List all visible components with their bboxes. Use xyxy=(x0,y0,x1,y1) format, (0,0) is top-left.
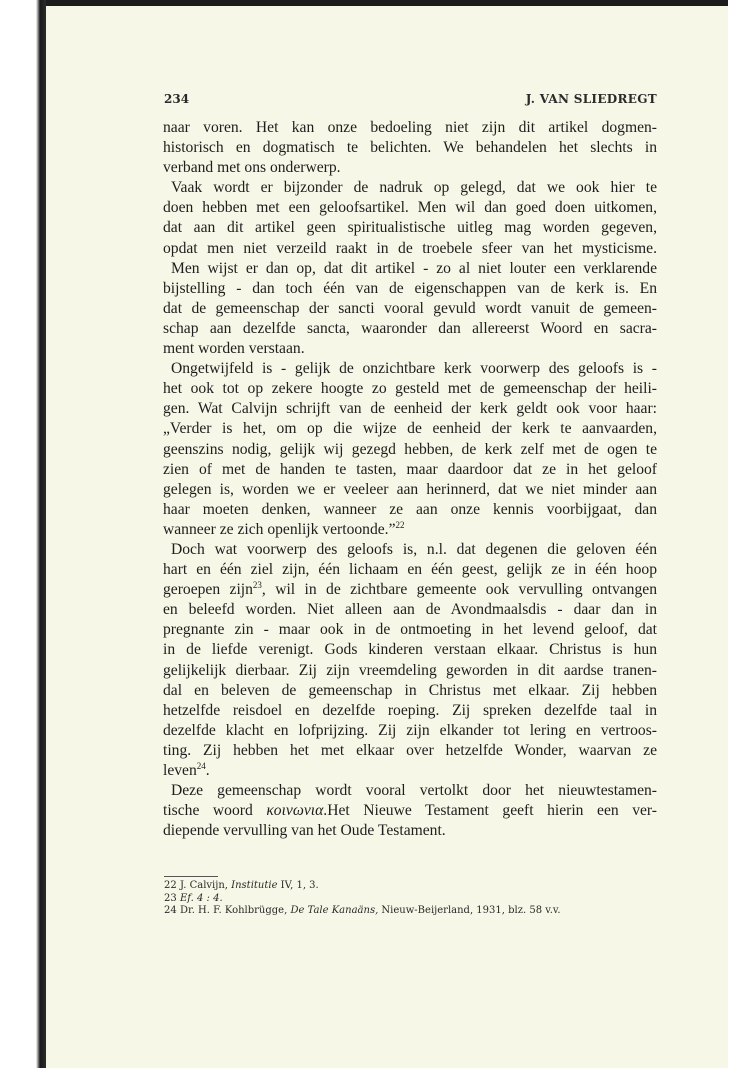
text-line: zien of met de handen te tasten, maar daardoor dat ze in het geloof xyxy=(163,460,657,478)
text-line: geenszins nodig, gelijk wij gezegd hebben, de kerk zelf met de ogen te xyxy=(163,440,657,458)
text-line: in de liefde verenigt. Gods kinderen verstaan elkaar. Christus is hun xyxy=(163,641,657,659)
text-line: dezelfde klacht en lofprijzing. Zij zijn elkander tot lering en vertroos- xyxy=(163,721,657,739)
footnote-ref[interactable]: 22 xyxy=(395,519,405,530)
text-line: Doch wat voorwerp des geloofs is, n.l. dat degenen die geloven één xyxy=(171,540,657,558)
greek-word: κοινωνια xyxy=(266,802,324,820)
text-fragment: tische woord xyxy=(163,802,267,820)
text-line: en beleefd worden. Niet alleen aan de Avondmaalsdis - daar dan in xyxy=(163,601,657,619)
footnotes xyxy=(164,880,658,918)
text-line: gen. Wat Calvijn schrijft van de eenheid der kerk geldt ook voor haar: xyxy=(163,400,657,418)
text-line: Vaak wordt er bijzonder de nadruk op gelegd, dat we ook hier te xyxy=(171,179,657,197)
text-line: leven$^{24}$. xyxy=(163,760,210,779)
running-head: J. VAN SLIEDREGT xyxy=(525,92,657,106)
text-line: gelijkelijk dierbaar. Zij zijn vreemdeling geworden in dit aardse tranen- xyxy=(163,661,657,679)
text-fragment: wanneer ze zich openlijk vertoonde.” xyxy=(163,520,396,538)
text-line: Ongetwijfeld is - gelijk de onzichtbare kerk voorwerp des geloofs is - xyxy=(171,360,657,378)
scan-left-edge xyxy=(36,0,46,1068)
text-line: schap aan dezelfde sancta, waaronder dan allereerst Woord en sacra- xyxy=(163,319,657,337)
text-line: „Verder is het, om op die wijze de eenheid der kerk te aanvaarden, xyxy=(163,420,657,438)
text-line: ting. Zij hebben het met elkaar over hetzelfde Wonder, waarvan ze xyxy=(163,741,657,759)
footnote xyxy=(164,905,658,918)
text-fragment: leven xyxy=(163,762,197,779)
text-line: dat aan dit artikel geen spiritualistische uitleg mag worden gegeven, xyxy=(163,219,657,237)
text-line: diepende vervulling van het Oude Testament. xyxy=(163,822,446,840)
text-line: historisch en dogmatisch te belichten. We behandelen het slechts in xyxy=(163,139,657,157)
text-line: bijstelling - dan toch één van de eigenschappen van de kerk is. En xyxy=(163,279,657,297)
text-line: dal en beleven de gemeenschap in Christus met elkaar. Zij hebben xyxy=(163,681,657,699)
footnote-ref[interactable]: 24 xyxy=(196,760,206,771)
text-line: opdat men niet verzeild raakt in de troebele sfeer van het mysticisme. xyxy=(163,239,657,257)
text-line: pregnante zin - maar ook in de ontmoeting in het levend geloof, dat xyxy=(163,621,657,639)
footnote-number: 24 xyxy=(164,905,177,916)
text-line: haar moeten denken, wanneer ze aan onze kennis voorbijgaat, dan xyxy=(163,500,657,518)
scan-right-margin xyxy=(728,0,738,1068)
body-text xyxy=(163,118,657,841)
text-line: gelegen is, worden we er veeleer aan herinnerd, dat we niet minder aan xyxy=(163,480,657,498)
text-line: hart en één ziel zijn, één lichaam en één geest, gelijk ze in één hoop xyxy=(163,561,657,579)
text-fragment: geroepen zijn xyxy=(163,581,253,599)
text-line: naar voren. Het kan onze bedoeling niet zijn dit artikel dogmen- xyxy=(163,119,657,136)
text-line: hetzelfde reisdoel en dezelfde roeping. Zij spreken dezelfde taal in xyxy=(163,701,657,719)
footnote xyxy=(164,880,658,893)
footnote-ref[interactable]: 23 xyxy=(252,579,262,590)
text-line: het ook tot op zekere hoogte zo gesteld met de gemeenschap der heili- xyxy=(163,380,657,398)
text-line: verband met ons onderwerp. xyxy=(163,159,341,177)
text-line xyxy=(163,520,657,540)
text-line: ment worden verstaan. xyxy=(163,340,305,358)
text-line xyxy=(163,801,657,821)
footnote-text: Ef. 4 : 4. xyxy=(180,892,223,904)
footnote-separator xyxy=(164,876,218,877)
text-line: dat de gemeenschap der sancti vooral gevuld wordt vanuit de gemeen- xyxy=(163,299,657,317)
text-line: Deze gemeenschap wordt vooral vertolkt door het nieuwtestamen- xyxy=(171,782,657,800)
footnote-number: 23 xyxy=(164,892,177,904)
page-number: 234 xyxy=(164,92,190,106)
footnote-number: 22 xyxy=(164,880,177,891)
text-fragment: .Het Nieuwe Testament geeft hierin een ver- xyxy=(323,802,657,820)
text-line: Men wijst er dan op, dat dit artikel - zo al niet louter een verklarende xyxy=(171,259,657,277)
footnote-text: J. Calvijn, Institutie IV, 1, 3. xyxy=(180,880,319,891)
text-line: doen hebben met een geloofsartikel. Men wil dan goed doen uitkomen, xyxy=(163,199,657,217)
footnote xyxy=(164,893,658,906)
text-line xyxy=(163,580,657,600)
text-fragment: , wil in de zichtbare gemeente ook vervulling ontvangen xyxy=(261,581,657,599)
footnote-text: Dr. H. F. Kohlbrügge, De Tale Kanaäns, Nieuw-Beijerland, 1931, blz. 58 v.v. xyxy=(180,905,561,916)
